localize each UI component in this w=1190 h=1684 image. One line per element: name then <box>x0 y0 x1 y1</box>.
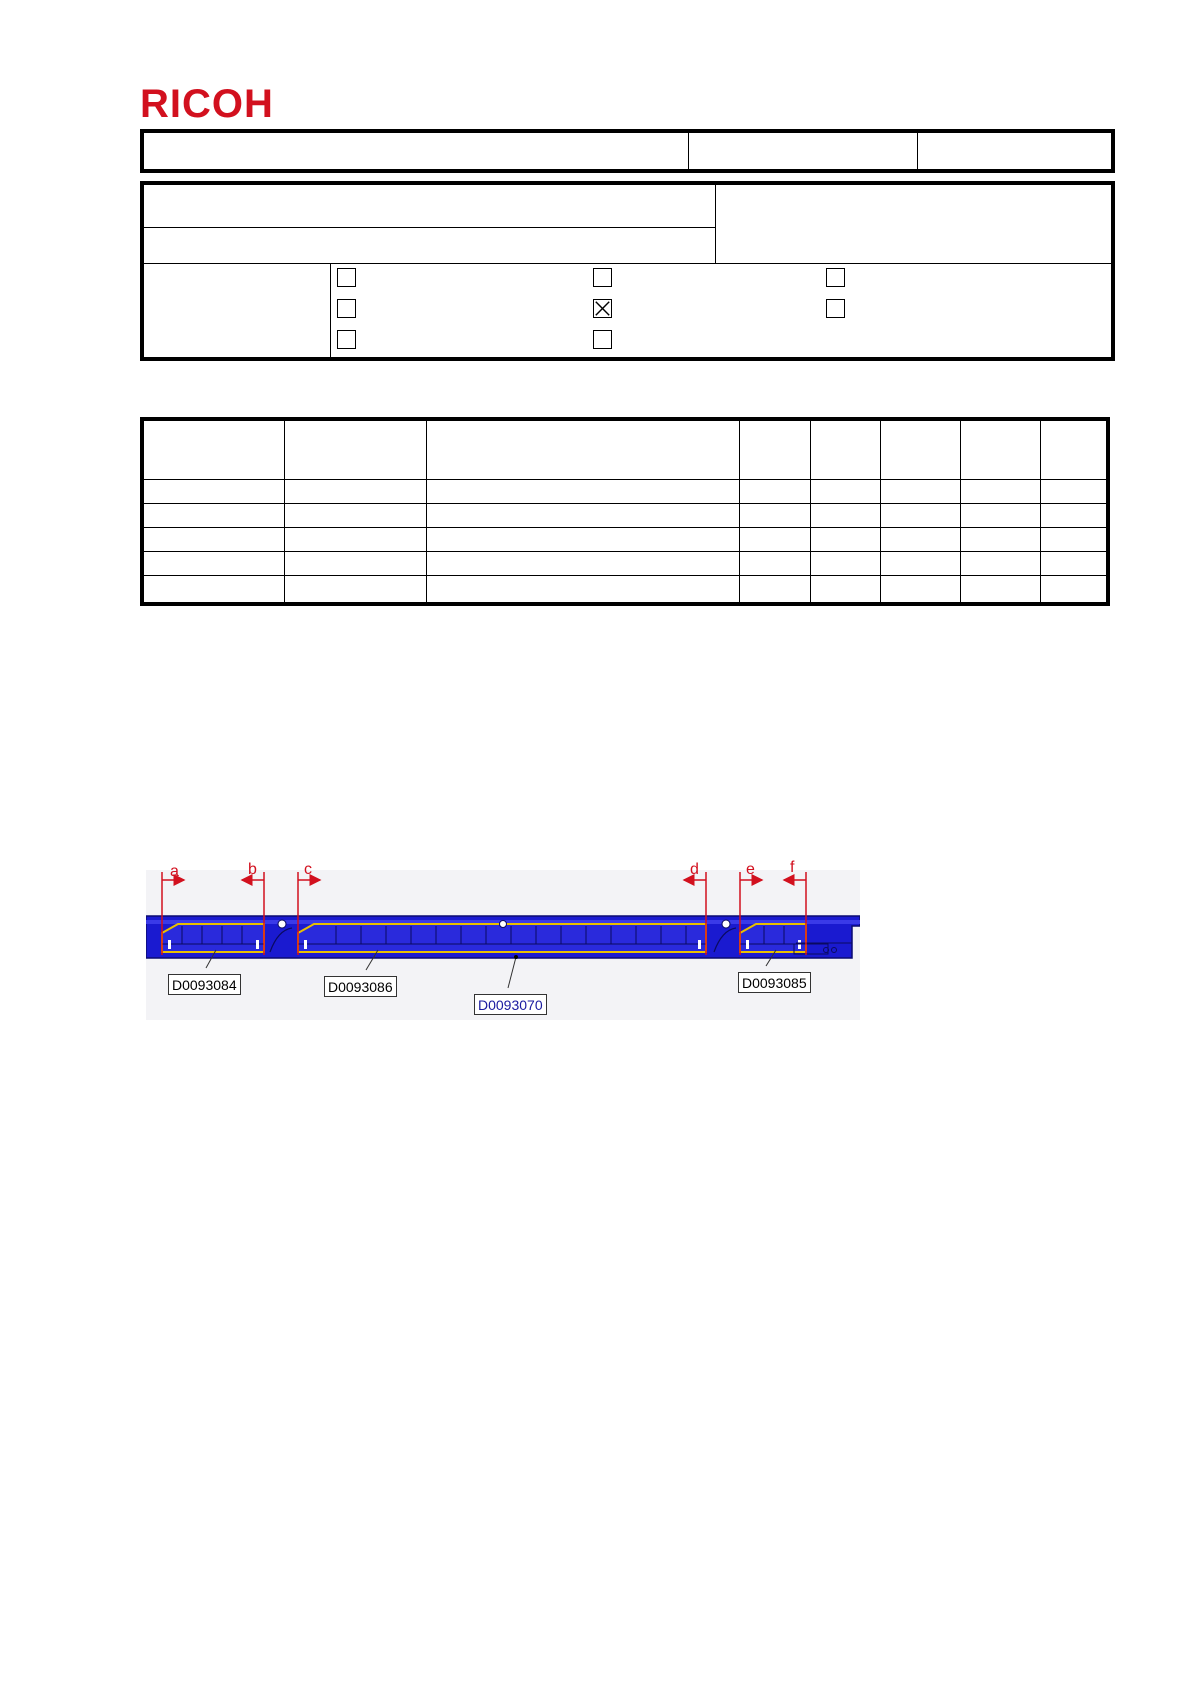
ricoh-logo: RICOH <box>140 82 274 126</box>
checkbox-7[interactable] <box>337 330 356 349</box>
checkbox-4[interactable] <box>337 299 356 318</box>
checkbox-6[interactable] <box>826 299 845 318</box>
checkbox-5[interactable] <box>593 299 612 318</box>
table-header-divider <box>144 479 1106 480</box>
dimension-letter-a: a <box>170 863 179 880</box>
dimension-letter-f: f <box>790 859 795 876</box>
dimension-letter-d: d <box>690 861 699 878</box>
checkbox-3[interactable] <box>826 268 845 287</box>
table-row-divider <box>144 527 1106 528</box>
dimension-letter-c: c <box>304 861 312 878</box>
checkbox-1[interactable] <box>337 268 356 287</box>
info-section-divider <box>144 263 1111 264</box>
part-label-right: D0093085 <box>738 972 811 993</box>
info-box <box>140 181 1115 361</box>
header-divider <box>688 133 689 169</box>
dimension-letter-e: e <box>746 861 755 878</box>
dimension-letter-b: b <box>248 861 257 878</box>
checkbox-2[interactable] <box>593 268 612 287</box>
info-column-divider <box>715 185 716 263</box>
header-divider <box>917 133 918 169</box>
info-row-divider <box>144 227 715 228</box>
header-bar <box>140 129 1115 173</box>
table-row-divider <box>144 575 1106 576</box>
table-row-divider <box>144 551 1106 552</box>
table-row-divider <box>144 503 1106 504</box>
checked-mark-icon <box>594 300 611 317</box>
part-label-plate: D0093070 <box>474 994 547 1015</box>
part-label-left: D0093084 <box>168 974 241 995</box>
checkbox-8[interactable] <box>593 330 612 349</box>
revision-table <box>140 417 1110 606</box>
part-label-center: D0093086 <box>324 976 397 997</box>
part-diagram <box>146 860 860 1020</box>
info-label-divider <box>330 263 331 357</box>
